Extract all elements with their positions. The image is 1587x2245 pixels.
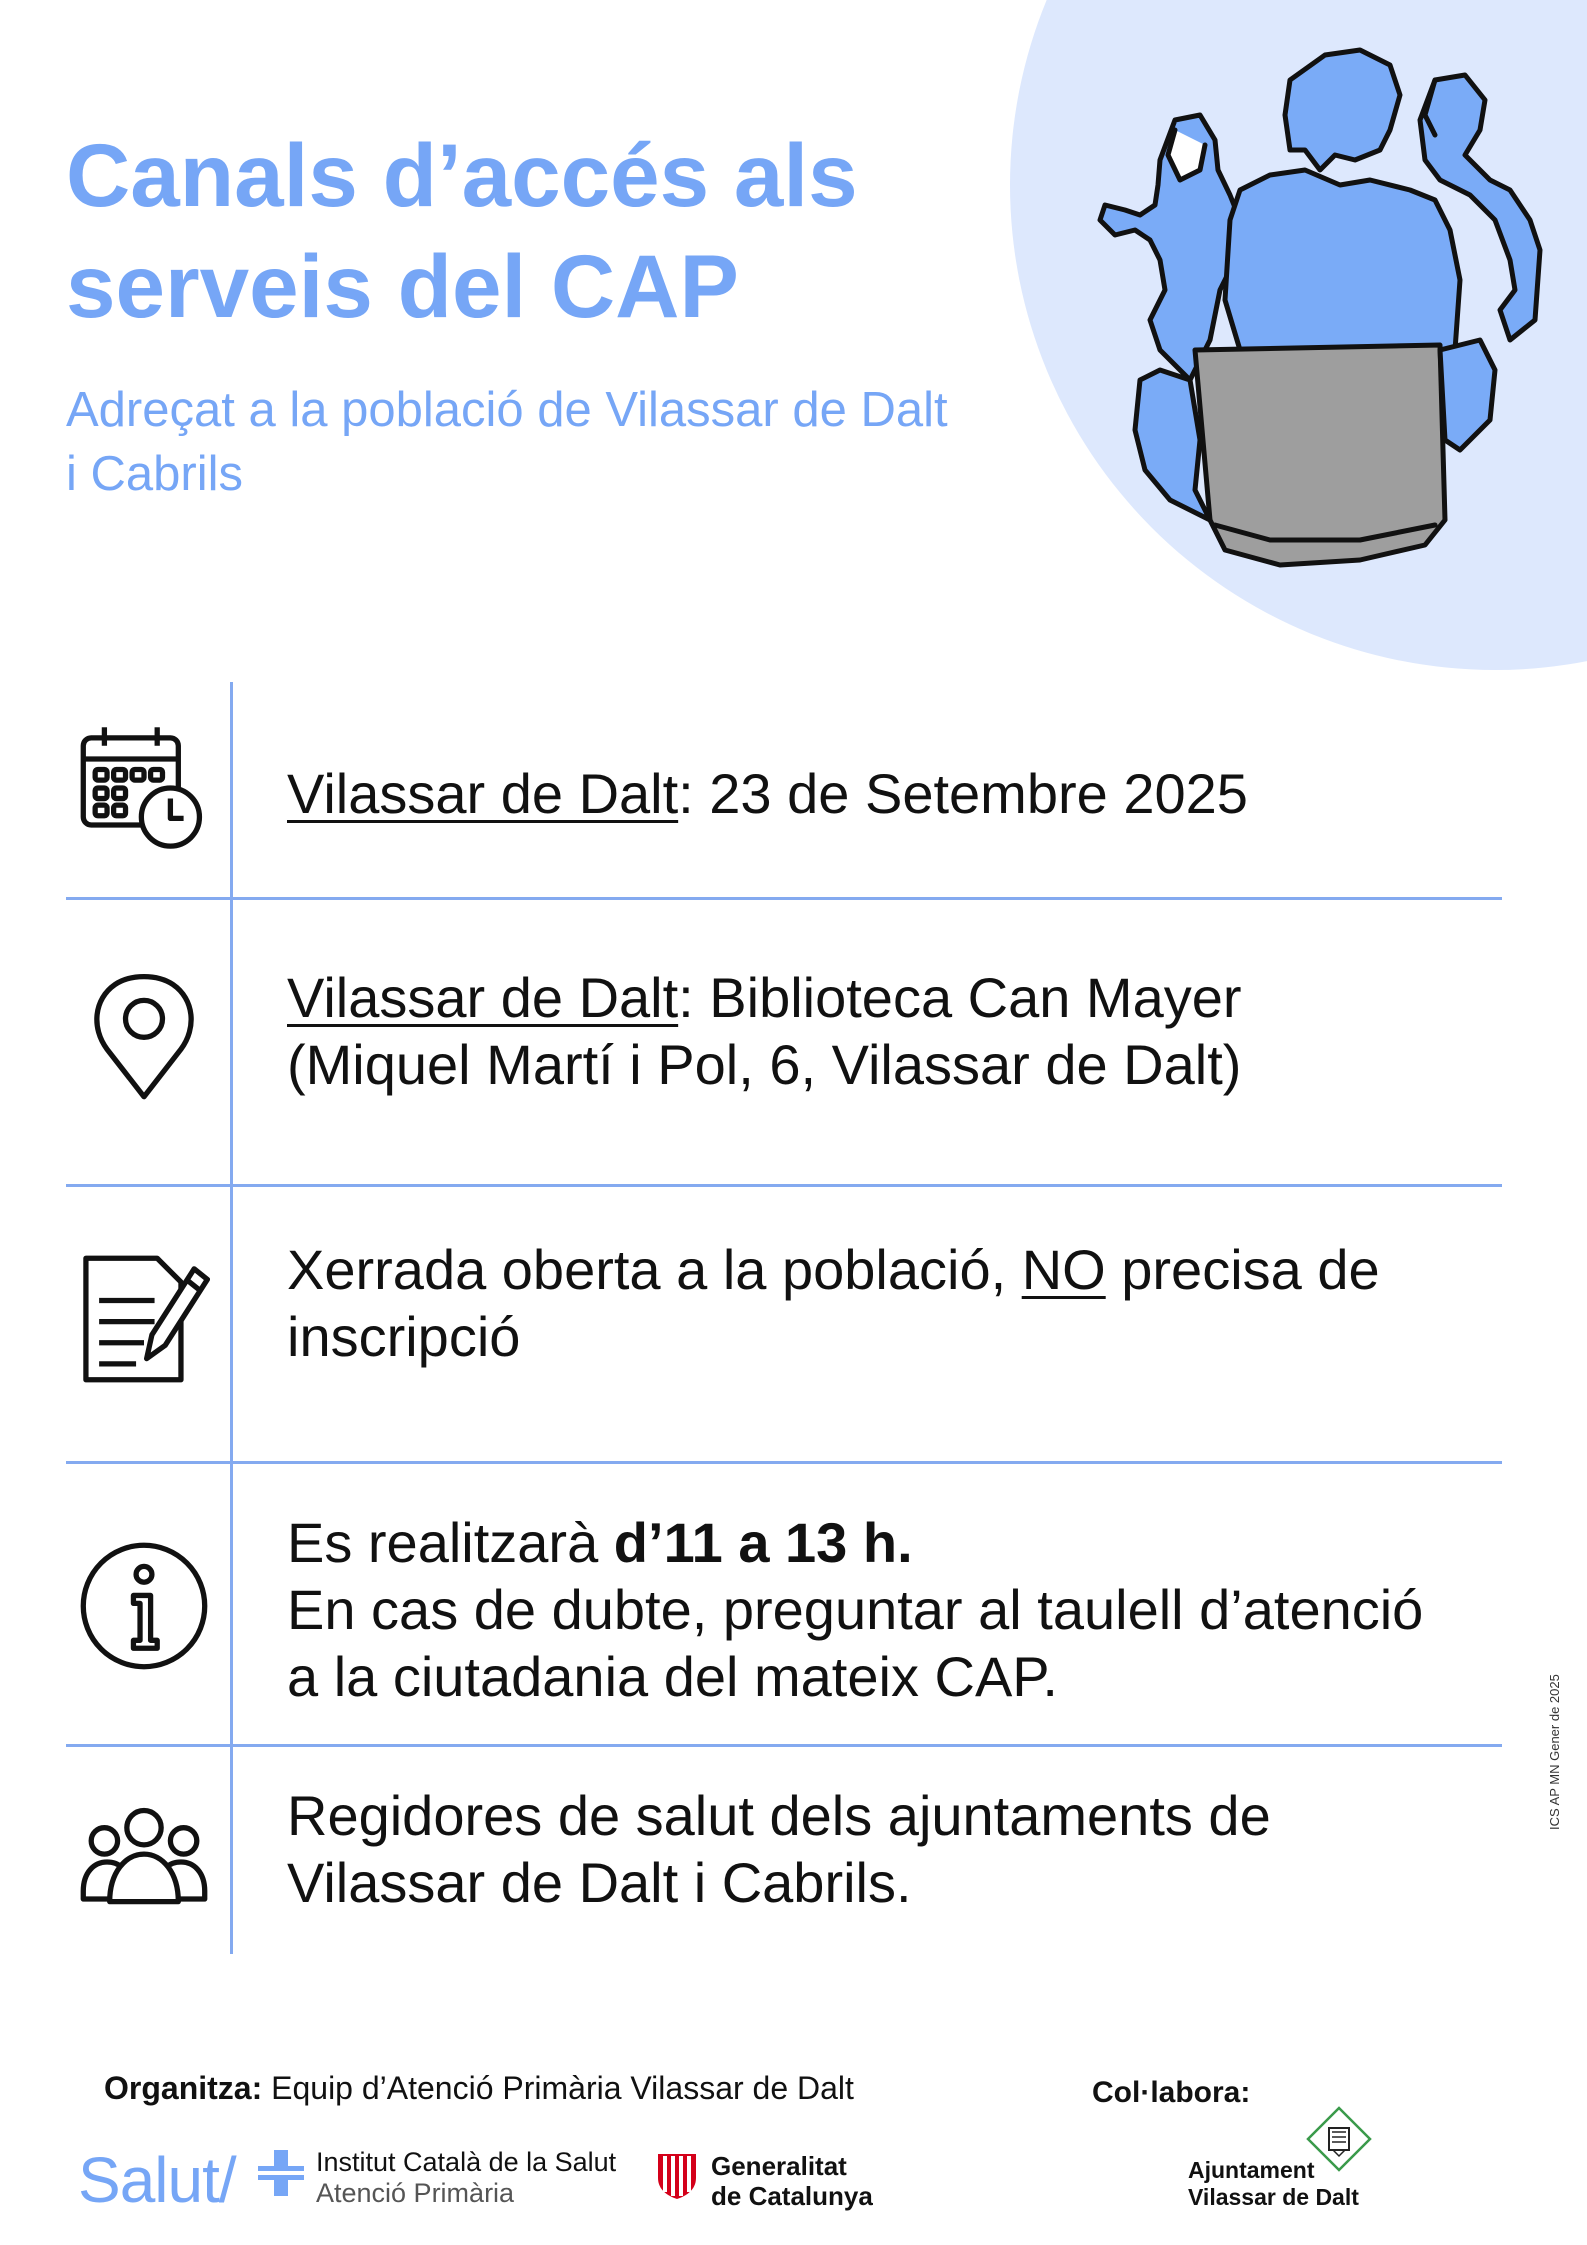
date-location-label: Vilassar de Dalt xyxy=(287,762,679,825)
title-line-2: serveis del CAP xyxy=(66,236,739,336)
ajuntament-line2: Vilassar de Dalt xyxy=(1188,2184,1359,2210)
info-text-line2: En cas de dubte, preguntar al taulell d’atenció xyxy=(287,1578,1424,1641)
generalitat-emblem-icon xyxy=(656,2150,698,2200)
collaborator-label: Col·labora: xyxy=(1092,2076,1251,2109)
ics-name: Institut Català de la Salut xyxy=(316,2147,617,2177)
row-location xyxy=(287,964,1507,1098)
organizer-credit xyxy=(104,2070,854,2107)
organizer-value: Equip d’Atenció Primària Vilassar de Dalt xyxy=(262,2070,854,2106)
date-value: : 23 de Setembre 2025 xyxy=(678,762,1248,825)
row-date xyxy=(287,760,1507,827)
calendar-clock-icon xyxy=(78,722,210,854)
speakers-text-line2: Vilassar de Dalt i Cabrils. xyxy=(287,1851,912,1914)
speakers-text-line1: Regidores de salut dels ajuntaments de xyxy=(287,1784,1271,1847)
registration-text-post: precisa de xyxy=(1105,1238,1380,1301)
schedule-hours: d’11 a 13 h. xyxy=(613,1511,913,1574)
row-divider xyxy=(66,1744,1502,1747)
salut-cross-icon xyxy=(258,2150,304,2196)
ajuntament-logo-text xyxy=(1188,2157,1359,2211)
document-pen-icon xyxy=(78,1253,210,1385)
row-divider xyxy=(66,1461,1502,1464)
location-venue: : Biblioteca Can Mayer xyxy=(678,966,1242,1029)
speaker-at-lectern-illustration xyxy=(1040,20,1560,580)
row-divider xyxy=(66,1184,1502,1187)
registration-text-pre: Xerrada oberta a la població, xyxy=(287,1238,1022,1301)
page-title xyxy=(66,120,858,342)
schedule-text: Es realitzarà xyxy=(287,1511,614,1574)
table-vertical-divider xyxy=(230,682,233,1954)
document-reference-code: ICS AP MN Gener de 2025 xyxy=(1547,1674,1562,1830)
location-address: (Miquel Martí i Pol, 6, Vilassar de Dalt) xyxy=(287,1033,1242,1096)
subtitle-line-2: i Cabrils xyxy=(66,447,243,501)
generalitat-logo-text xyxy=(711,2151,873,2211)
location-pin-icon xyxy=(78,970,210,1102)
page-subtitle xyxy=(66,378,1046,506)
ics-division: Atenció Primària xyxy=(316,2178,515,2208)
location-town-label: Vilassar de Dalt xyxy=(287,966,679,1029)
registration-text-line2: inscripció xyxy=(287,1305,521,1368)
generalitat-line2: de Catalunya xyxy=(711,2181,873,2211)
people-group-icon xyxy=(78,1796,210,1928)
title-line-1: Canals d’accés als xyxy=(66,125,858,225)
salut-logo-text: Salut/ xyxy=(78,2144,236,2216)
info-icon xyxy=(78,1540,210,1672)
organizer-label: Organitza: xyxy=(104,2070,263,2106)
row-speakers xyxy=(287,1782,1507,1916)
row-schedule-info xyxy=(287,1509,1507,1710)
generalitat-line1: Generalitat xyxy=(711,2151,847,2181)
info-text-line3: a la ciutadania del mateix CAP. xyxy=(287,1645,1058,1708)
ajuntament-line1: Ajuntament xyxy=(1188,2157,1315,2183)
row-divider xyxy=(66,897,1502,900)
row-registration xyxy=(287,1236,1507,1370)
registration-emphasis: NO xyxy=(1021,1238,1106,1301)
ics-logo-text xyxy=(316,2147,616,2209)
subtitle-line-1: Adreçat a la població de Vilassar de Dalt xyxy=(66,383,948,437)
